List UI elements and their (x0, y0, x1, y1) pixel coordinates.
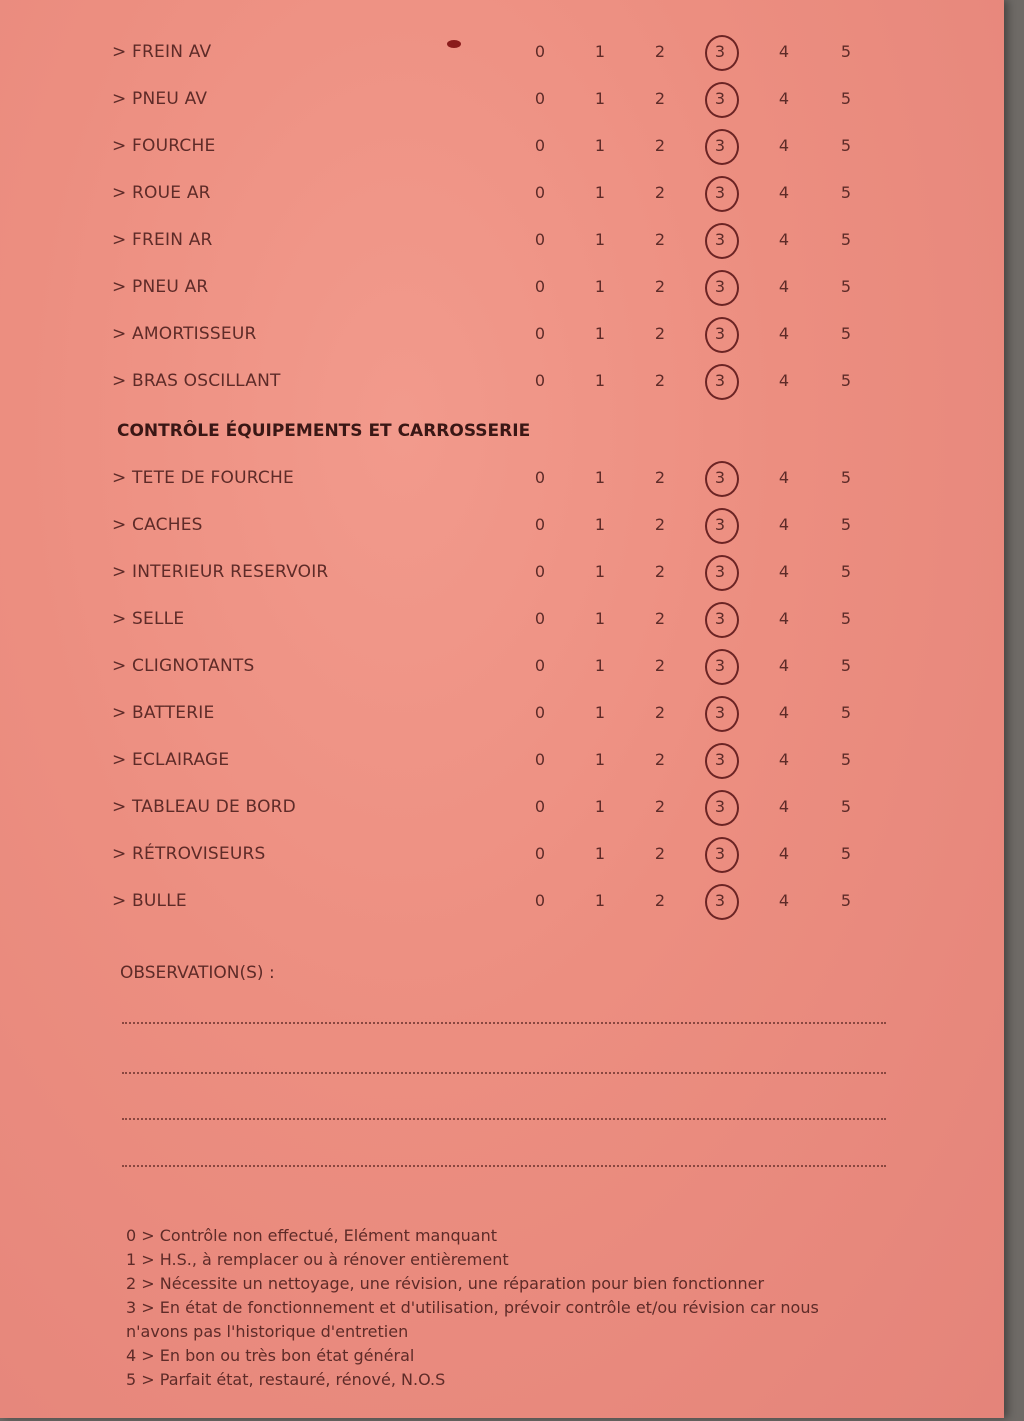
rating-option-4[interactable]: 4 (778, 515, 790, 534)
rating-option-2[interactable]: 2 (654, 562, 666, 581)
rating-option-0[interactable]: 0 (534, 324, 546, 343)
rating-option-2[interactable]: 2 (654, 136, 666, 155)
rating-option-3[interactable]: 3 (708, 656, 732, 675)
rating-option-5[interactable]: 5 (840, 42, 852, 61)
rating-option-5[interactable]: 5 (840, 230, 852, 249)
rating-option-0[interactable]: 0 (534, 844, 546, 863)
rating-option-5[interactable]: 5 (840, 468, 852, 487)
rating-option-3[interactable]: 3 (708, 703, 732, 722)
rating-option-1[interactable]: 1 (594, 89, 606, 108)
rating-option-1[interactable]: 1 (594, 277, 606, 296)
rating-option-2[interactable]: 2 (654, 844, 666, 863)
rating-option-1[interactable]: 1 (594, 562, 606, 581)
check-item-label: > ECLAIRAGE (112, 750, 230, 770)
rating-option-3[interactable]: 3 (708, 562, 732, 581)
check-item-label: > TABLEAU DE BORD (112, 797, 296, 817)
rating-option-1[interactable]: 1 (594, 656, 606, 675)
section-title: CONTRÔLE ÉQUIPEMENTS ET CARROSSERIE (117, 421, 531, 441)
check-row (0, 515, 1004, 545)
rating-option-2[interactable]: 2 (654, 609, 666, 628)
rating-option-3[interactable]: 3 (708, 136, 732, 155)
check-item-label: > RÉTROVISEURS (112, 844, 266, 864)
rating-option-4[interactable]: 4 (778, 136, 790, 155)
check-item-label: > BULLE (112, 891, 187, 911)
check-row (0, 844, 1004, 874)
check-item-label: > TETE DE FOURCHE (112, 468, 294, 488)
rating-option-0[interactable]: 0 (534, 89, 546, 108)
rating-option-5[interactable]: 5 (840, 750, 852, 769)
legend-line: 5 > Parfait état, restauré, rénové, N.O.S (126, 1370, 446, 1389)
rating-option-5[interactable]: 5 (840, 277, 852, 296)
rating-option-4[interactable]: 4 (778, 562, 790, 581)
rating-option-5[interactable]: 5 (840, 371, 852, 390)
rating-option-4[interactable]: 4 (778, 797, 790, 816)
rating-option-1[interactable]: 1 (594, 183, 606, 202)
rating-option-4[interactable]: 4 (778, 844, 790, 863)
rating-option-2[interactable]: 2 (654, 515, 666, 534)
check-item-label: > PNEU AR (112, 277, 209, 297)
rating-option-2[interactable]: 2 (654, 324, 666, 343)
rating-option-1[interactable]: 1 (594, 703, 606, 722)
rating-option-3[interactable]: 3 (708, 468, 732, 487)
rating-option-1[interactable]: 1 (594, 750, 606, 769)
rating-option-0[interactable]: 0 (534, 703, 546, 722)
rating-option-0[interactable]: 0 (534, 797, 546, 816)
check-row (0, 324, 1004, 354)
rating-option-5[interactable]: 5 (840, 89, 852, 108)
rating-option-2[interactable]: 2 (654, 750, 666, 769)
check-item-label: > ROUE AR (112, 183, 211, 203)
rating-option-1[interactable]: 1 (594, 371, 606, 390)
check-row (0, 277, 1004, 307)
check-item-label: > CLIGNOTANTS (112, 656, 255, 676)
rating-option-1[interactable]: 1 (594, 230, 606, 249)
rating-option-5[interactable]: 5 (840, 183, 852, 202)
rating-option-0[interactable]: 0 (534, 42, 546, 61)
rating-option-4[interactable]: 4 (778, 42, 790, 61)
rating-option-2[interactable]: 2 (654, 183, 666, 202)
check-item-label: > INTERIEUR RESERVOIR (112, 562, 329, 582)
rating-option-4[interactable]: 4 (778, 371, 790, 390)
rating-option-1[interactable]: 1 (594, 844, 606, 863)
rating-option-1[interactable]: 1 (594, 797, 606, 816)
rating-option-0[interactable]: 0 (534, 656, 546, 675)
rating-option-0[interactable]: 0 (534, 277, 546, 296)
legend-line: 0 > Contrôle non effectué, Elément manquant (126, 1226, 497, 1245)
rating-option-2[interactable]: 2 (654, 797, 666, 816)
rating-option-2[interactable]: 2 (654, 703, 666, 722)
rating-option-0[interactable]: 0 (534, 515, 546, 534)
rating-option-5[interactable]: 5 (840, 324, 852, 343)
check-item-label: > FREIN AR (112, 230, 213, 250)
rating-option-2[interactable]: 2 (654, 891, 666, 910)
rating-option-2[interactable]: 2 (654, 42, 666, 61)
legend-line: 4 > En bon ou très bon état général (126, 1346, 415, 1365)
check-item-label: > CACHES (112, 515, 203, 535)
check-row (0, 230, 1004, 260)
rating-option-2[interactable]: 2 (654, 230, 666, 249)
rating-option-3[interactable]: 3 (708, 324, 732, 343)
observation-line[interactable] (122, 1072, 886, 1074)
rating-option-1[interactable]: 1 (594, 136, 606, 155)
rating-option-1[interactable]: 1 (594, 468, 606, 487)
check-row (0, 891, 1004, 921)
rating-option-2[interactable]: 2 (654, 89, 666, 108)
rating-option-0[interactable]: 0 (534, 562, 546, 581)
rating-option-3[interactable]: 3 (708, 609, 732, 628)
rating-option-3[interactable]: 3 (708, 89, 732, 108)
rating-option-4[interactable]: 4 (778, 89, 790, 108)
rating-option-2[interactable]: 2 (654, 656, 666, 675)
check-row (0, 609, 1004, 639)
rating-option-1[interactable]: 1 (594, 42, 606, 61)
check-row (0, 371, 1004, 401)
rating-option-5[interactable]: 5 (840, 136, 852, 155)
rating-option-3[interactable]: 3 (708, 371, 732, 390)
rating-option-2[interactable]: 2 (654, 277, 666, 296)
rating-option-0[interactable]: 0 (534, 891, 546, 910)
check-row (0, 750, 1004, 780)
observations-label: OBSERVATION(S) : (120, 963, 275, 983)
rating-option-5[interactable]: 5 (840, 703, 852, 722)
check-row (0, 797, 1004, 827)
check-item-label: > BRAS OSCILLANT (112, 371, 281, 391)
check-row (0, 136, 1004, 166)
rating-option-2[interactable]: 2 (654, 371, 666, 390)
check-item-label: > SELLE (112, 609, 185, 629)
rating-option-0[interactable]: 0 (534, 230, 546, 249)
check-item-label: > FREIN AV (112, 42, 212, 62)
observation-line[interactable] (122, 1118, 886, 1120)
rating-option-4[interactable]: 4 (778, 468, 790, 487)
rating-option-1[interactable]: 1 (594, 609, 606, 628)
check-item-label: > BATTERIE (112, 703, 215, 723)
rating-option-3[interactable]: 3 (708, 277, 732, 296)
rating-option-4[interactable]: 4 (778, 750, 790, 769)
check-row (0, 89, 1004, 119)
check-item-label: > AMORTISSEUR (112, 324, 257, 344)
legend-line: 1 > H.S., à remplacer ou à rénover entièrement (126, 1250, 509, 1269)
rating-option-0[interactable]: 0 (534, 136, 546, 155)
rating-option-2[interactable]: 2 (654, 468, 666, 487)
rating-option-3[interactable]: 3 (708, 797, 732, 816)
legend-line: n'avons pas l'historique d'entretien (126, 1322, 409, 1341)
check-row (0, 183, 1004, 213)
rating-option-5[interactable]: 5 (840, 891, 852, 910)
rating-option-3[interactable]: 3 (708, 891, 732, 910)
rating-option-0[interactable]: 0 (534, 183, 546, 202)
rating-option-4[interactable]: 4 (778, 324, 790, 343)
rating-option-4[interactable]: 4 (778, 609, 790, 628)
rating-option-5[interactable]: 5 (840, 562, 852, 581)
rating-option-3[interactable]: 3 (708, 844, 732, 863)
rating-option-3[interactable]: 3 (708, 42, 732, 61)
check-row (0, 656, 1004, 686)
check-row (0, 468, 1004, 498)
rating-option-1[interactable]: 1 (594, 891, 606, 910)
rating-option-0[interactable]: 0 (534, 468, 546, 487)
rating-option-3[interactable]: 3 (708, 515, 732, 534)
rating-option-1[interactable]: 1 (594, 515, 606, 534)
rating-option-3[interactable]: 3 (708, 750, 732, 769)
rating-option-4[interactable]: 4 (778, 183, 790, 202)
observation-line[interactable] (122, 1165, 886, 1167)
rating-option-5[interactable]: 5 (840, 656, 852, 675)
rating-option-1[interactable]: 1 (594, 324, 606, 343)
check-row (0, 562, 1004, 592)
rating-option-0[interactable]: 0 (534, 371, 546, 390)
rating-option-4[interactable]: 4 (778, 277, 790, 296)
legend-line: 2 > Nécessite un nettoyage, une révision, une réparation pour bien fonctionner (126, 1274, 765, 1293)
rating-option-0[interactable]: 0 (534, 750, 546, 769)
check-row (0, 703, 1004, 733)
check-item-label: > PNEU AV (112, 89, 208, 109)
rating-option-3[interactable]: 3 (708, 230, 732, 249)
rating-option-0[interactable]: 0 (534, 609, 546, 628)
rating-option-5[interactable]: 5 (840, 797, 852, 816)
check-item-label: > FOURCHE (112, 136, 216, 156)
rating-option-3[interactable]: 3 (708, 183, 732, 202)
rating-legend (126, 1224, 886, 1392)
check-row (0, 42, 1004, 72)
rating-option-4[interactable]: 4 (778, 703, 790, 722)
rating-option-5[interactable]: 5 (840, 515, 852, 534)
rating-option-5[interactable]: 5 (840, 844, 852, 863)
rating-option-4[interactable]: 4 (778, 891, 790, 910)
legend-line: 3 > En état de fonctionnement et d'utilisation, prévoir contrôle et/ou révision car nous (126, 1298, 819, 1317)
rating-option-5[interactable]: 5 (840, 609, 852, 628)
observation-line[interactable] (122, 1022, 886, 1024)
rating-option-4[interactable]: 4 (778, 656, 790, 675)
rating-option-4[interactable]: 4 (778, 230, 790, 249)
